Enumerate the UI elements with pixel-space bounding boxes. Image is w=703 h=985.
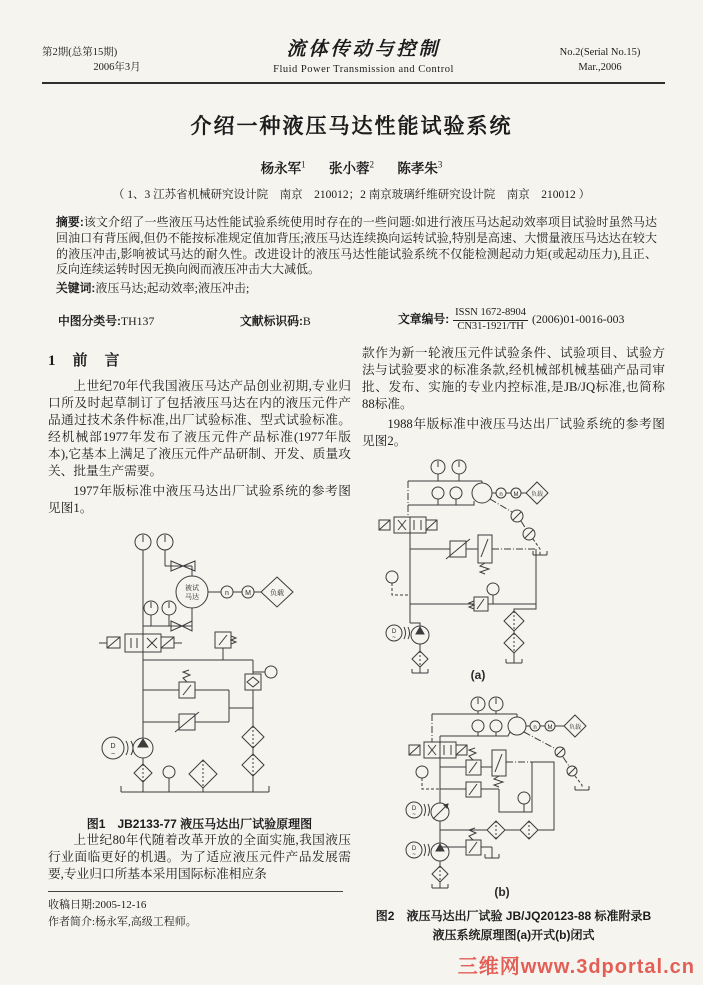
keywords: 关键词:液压马达;起动效率;液压冲击; [56, 281, 250, 296]
journal-header [42, 34, 665, 84]
thermometer-icon [450, 487, 462, 505]
flow-meter-symbol [523, 528, 535, 540]
check-valve-symbol [245, 674, 261, 690]
received-date: 收稿日期:2005-12-16 [48, 899, 147, 912]
svg-text:~: ~ [110, 751, 115, 759]
svg-text:D: D [411, 846, 416, 853]
abstract: 摘要:该文介绍了一些液压马达性能试验系统使用时存在的一些问题:如进行液压马达起动效率项目试验时虽然马达回油口有背压阀,但仍不能按标准规定值加背压;液压马达连续换向运转试验,特别是高速、大惯量液压马达达在较大的液压冲击,影响被试马达的耐久性。改进设计的液压马达性能试验系统不仅能检测起动力矩(或起动压力),且正、反向连续运转时因无换向阀而液压冲击大大减低。 [56, 215, 657, 277]
journal-title-block [192, 34, 535, 75]
relief-valve-symbol [440, 828, 492, 855]
footnote-rule [48, 891, 343, 892]
issue-number: 第2期(总第15期) [42, 47, 118, 58]
svg-text:~: ~ [411, 852, 416, 859]
journal-title-en: Fluid Power Transmission and Control [273, 64, 454, 75]
electric-motor-symbol [406, 802, 430, 818]
electric-motor-symbol [386, 625, 410, 641]
thermometer-icon [452, 460, 466, 481]
affiliation: （ 1、3 江苏省机械研究设计院 南京 210012；2 南京玻璃纤维研究设计院 南京 210012 ） [112, 189, 591, 201]
pressure-gauge-icon [163, 766, 175, 792]
flow-meter-symbol [511, 510, 523, 522]
test-motor-symbol [508, 717, 526, 735]
thermometer-icon [489, 697, 503, 714]
pressure-gauge-icon [471, 697, 485, 714]
pressure-gauge-icon [135, 534, 151, 558]
author-3: 陈孝朱$^3$ [397, 159, 443, 176]
thermometer-icon [490, 720, 502, 736]
pressure-gauge-icon [472, 720, 484, 736]
subfigure-a-label: (a) [470, 668, 485, 683]
test-motor-symbol [176, 576, 208, 608]
pressure-gauge-icon [431, 460, 445, 481]
svg-text:负载: 负载 [568, 725, 581, 732]
issue-date: 2006年3月 [93, 62, 141, 73]
throttle-valve-symbol [143, 712, 229, 732]
relief-valve-symbol [215, 632, 236, 660]
paragraph: 上世纪80年代随着改革开放的全面实施,我国液压行业面临更好的机遇。为了适应液压元件产品发展需要,专业归口所基本采用国际标准相应条 [48, 833, 351, 882]
paragraph: 上世纪70年代我国液压马达产品创业初期,专业归口所及时起草制订了包括液压马达在内的液压元件产品通过技术条件标准,出厂试验标准、型式试验标准。经机械部1977年发布了液压元件产品标准(1977年版本),它基本上满足了液压元件产品研制、开发、质量攻关、批量生产需要。 [48, 379, 351, 479]
pressure-gauge-icon [144, 601, 158, 626]
pressure-gauge-icon [518, 792, 530, 812]
filter-symbol [504, 633, 524, 653]
two-column-body [48, 345, 665, 943]
figure2a-schematic [374, 453, 654, 685]
filter-symbol [487, 821, 505, 839]
directional-valve-symbol [409, 742, 467, 758]
author-1: 杨永军$^1$ [260, 159, 306, 176]
test-motor-symbol [472, 483, 492, 503]
serial-info [535, 45, 665, 75]
pressure-gauge-icon [487, 583, 499, 604]
svg-text:n: n [498, 492, 503, 499]
meta-row [58, 307, 657, 333]
pump-symbol [431, 843, 449, 861]
journal-title-zh: 流体传动与控制 [286, 39, 441, 60]
issue-info [42, 45, 192, 75]
electric-motor-symbol [102, 737, 133, 759]
filter-symbol [242, 726, 264, 748]
figure2b-schematic [374, 692, 654, 900]
filter-symbol [412, 651, 428, 667]
author-line [0, 157, 703, 177]
svg-text:D: D [411, 806, 416, 813]
filter-symbol [134, 764, 152, 782]
svg-text:M: M [547, 725, 552, 732]
flow-meter-symbol [567, 766, 577, 776]
paragraph: 1977年版标准中液压马达出厂试验系统的参考图见图1。 [48, 484, 351, 516]
figure1-caption: 图1 JB2133-77 液压马达出厂试验原理图 [86, 817, 313, 832]
serial-number: No.2(Serial No.15) [559, 47, 641, 58]
figure2a [362, 453, 665, 690]
svg-text:负载: 负载 [530, 492, 543, 499]
issn-cn-fraction: $\frac{\text{ISSN 1672-8904}}{CN31-1921/TH}$ [455, 306, 527, 332]
figure2b [362, 692, 665, 905]
relief-valve-symbol [440, 748, 492, 775]
footnote [48, 891, 351, 931]
section-heading-intro: 1 前 言 [48, 353, 121, 370]
right-column [362, 345, 665, 943]
filter-symbol [189, 760, 217, 788]
relief-valve-symbol [440, 782, 499, 797]
svg-text:~: ~ [411, 812, 416, 819]
svg-text:M: M [244, 590, 251, 598]
left-column [48, 345, 351, 943]
abstract-label: 摘要: [56, 215, 84, 229]
svg-text:马达: 马达 [184, 594, 199, 602]
author-2: 张小蓉$^2$ [329, 159, 374, 176]
svg-text:负载: 负载 [269, 590, 284, 598]
pump-symbol [411, 626, 429, 644]
directional-valve-symbol [99, 634, 182, 652]
article-title: 介绍一种液压马达性能试验系统 [190, 114, 513, 138]
flow-meter-symbol [555, 747, 565, 757]
figure2-caption-line2: 液压系统原理图(a)开式(b)闭式 [432, 928, 595, 943]
watermark: 三维网www.3dportal.cn [457, 956, 695, 978]
filter-symbol [504, 611, 524, 631]
document-code: 文献标识码:B [240, 313, 311, 328]
directional-valve-symbol [379, 517, 437, 533]
article-id: 文章编号: $\frac{\text{ISSN 1672-8904}}{CN31-1921/TH}$ (2006)01-0016-003 [398, 306, 625, 332]
pressure-gauge-icon [253, 666, 277, 678]
svg-text:M: M [513, 492, 518, 499]
author-bio: 作者简介:杨永军,高级工程师。 [48, 916, 197, 929]
svg-text:n: n [532, 725, 537, 732]
subfigure-b-label: (b) [493, 885, 510, 900]
sequence-valve-symbol [478, 535, 492, 574]
svg-text:n: n [224, 590, 229, 598]
sequence-valve-symbol [492, 750, 506, 787]
pump-symbol [431, 803, 449, 821]
clc-number: 中图分类号:TH137 [58, 313, 155, 328]
pressure-gauge-icon [416, 766, 440, 789]
paragraph: 款作为新一轮液压元件试验条件、试验项目、试验方法与试验要求的标准条款,经机械部机械基础产品司审批、发布、实施的专业内控标准,是JB/JQ标准,也简称88标准。 [362, 346, 665, 412]
pressure-gauge-icon [432, 487, 444, 505]
pressure-gauge-icon [386, 571, 410, 595]
filter-symbol [432, 866, 448, 882]
filter-symbol [520, 821, 538, 839]
figure1-schematic [55, 520, 345, 808]
relief-valve-symbol [143, 670, 229, 698]
issue-month-en: Mar.,2006 [578, 62, 622, 73]
svg-text:被试: 被试 [184, 585, 199, 593]
filter-symbol [242, 754, 264, 776]
paragraph: 1988年版标准中液压马达出厂试验系统的参考图见图2。 [362, 417, 665, 449]
svg-text:D: D [391, 629, 396, 636]
figure2-caption-line1: 图2 液压马达出厂试验 JB/JQ20123-88 标准附录B [375, 909, 652, 924]
keywords-label: 关键词: [56, 281, 96, 296]
pump-symbol [133, 738, 153, 758]
figure1 [48, 520, 351, 813]
svg-text:D: D [109, 743, 116, 751]
electric-motor-symbol [406, 842, 430, 858]
svg-text:~: ~ [391, 635, 396, 642]
